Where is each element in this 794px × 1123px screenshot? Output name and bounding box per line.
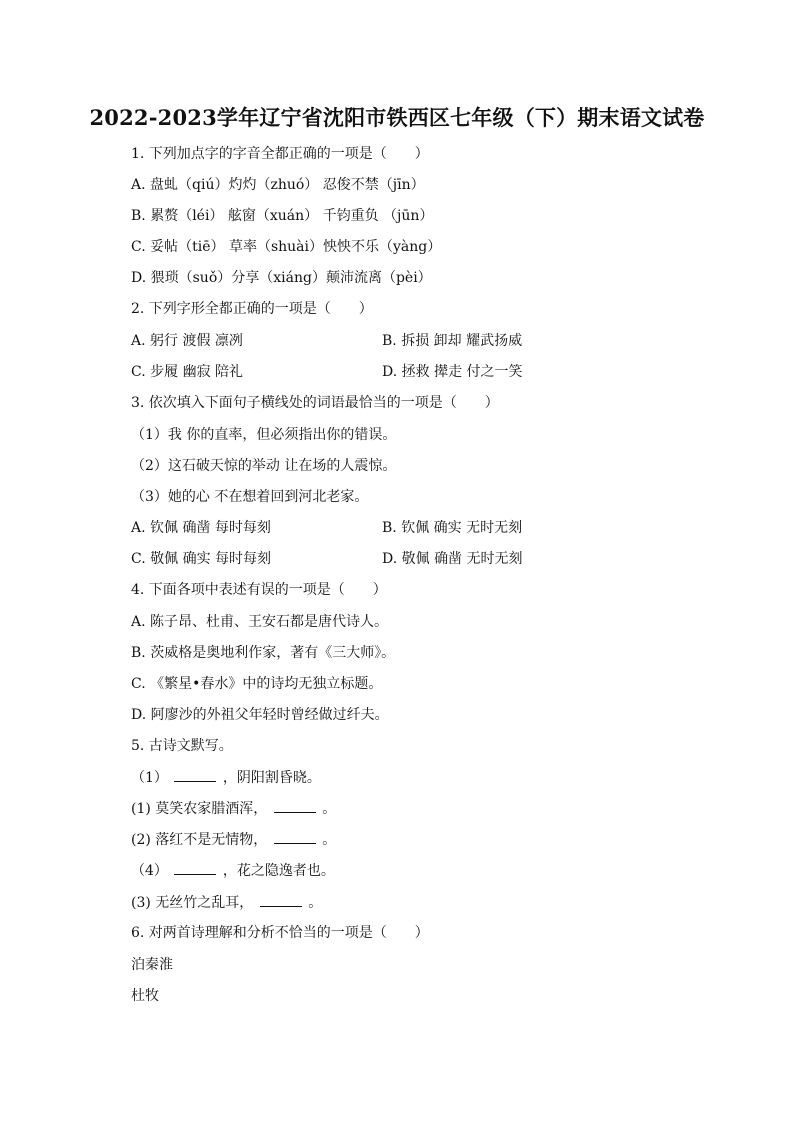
question-3-sentence-2: （2）这石破天惊的举动 让在场的人震惊。	[131, 458, 397, 474]
line-4-prefix: （4）	[131, 863, 168, 879]
question-4-option-b: B. 茨威格是奥地利作家，著有《三大师》。	[131, 645, 396, 661]
question-2-option-a: A. 躬行 渡假 凛冽	[131, 333, 243, 349]
page-title: 2022-2023学年辽宁省沈阳市铁西区七年级（下）期末语文试卷	[89, 105, 705, 130]
fill-blank-3[interactable]	[274, 830, 316, 844]
question-2-option-b: B. 拆损 卸却 耀武扬威	[382, 333, 523, 349]
line-1-prefix: （1）	[131, 770, 168, 786]
line-3-suffix: 。	[322, 832, 337, 848]
poem-author: 杜牧	[131, 988, 159, 1004]
line-5-suffix: 。	[308, 895, 323, 911]
line-2-suffix: 。	[322, 801, 337, 817]
question-3-option-a: A. 钦佩 确凿 每时每刻	[131, 520, 271, 536]
line-5-prefix: (3) 无丝竹之乱耳，	[131, 895, 254, 911]
question-4-option-d: D. 阿廖沙的外祖父年轻时曾经做过纤夫。	[131, 707, 389, 723]
question-1-stem: 1. 下列加点字的字音全都正确的一项是（ ）	[131, 146, 429, 162]
question-3-sentence-1: （1）我 你的直率，但必须指出你的错误。	[131, 427, 397, 443]
question-1-option-c: C. 妥帖（tiē） 草率（shuài）怏怏不乐（yàng）	[131, 239, 442, 255]
fill-blank-1[interactable]	[174, 768, 216, 782]
question-5-line-3	[131, 830, 336, 849]
poem-title: 泊秦淮	[131, 957, 173, 973]
question-3-sentence-3: （3）她的心 不在想着回到河北老家。	[131, 489, 369, 505]
question-5-line-2	[131, 799, 336, 818]
question-5-line-4	[131, 861, 335, 880]
question-1-option-b: B. 累赘（léi） 舷窗（xuán） 千钧重负 （jūn）	[131, 208, 434, 224]
question-2-option-c: C. 步履 幽寂 陪礼	[131, 364, 244, 380]
fill-blank-4[interactable]	[174, 861, 216, 875]
question-4-option-c: C. 《繁星•春水》中的诗均无独立标题。	[131, 676, 383, 692]
fill-blank-2[interactable]	[274, 799, 316, 813]
question-1-option-d: D. 猥琐（suǒ）分享（xiáng）颠沛流离（pèi）	[131, 270, 432, 286]
question-6-stem: 6. 对两首诗理解和分析不恰当的一项是（ ）	[131, 925, 429, 941]
question-3-option-b: B. 钦佩 确实 无时无刻	[382, 520, 523, 536]
question-3-option-d: D. 敬佩 确凿 无时无刻	[382, 551, 523, 567]
question-4-stem: 4. 下面各项中表述有误的一项是（ ）	[131, 582, 387, 598]
line-1-suffix: ，阴阳割昏晓。	[222, 770, 321, 786]
line-3-prefix: (2) 落红不是无情物，	[131, 832, 268, 848]
question-5-line-1	[131, 768, 321, 787]
question-3-option-c: C. 敬佩 确实 每时每刻	[131, 551, 272, 567]
line-4-suffix: ，花之隐逸者也。	[222, 863, 335, 879]
question-2-option-d: D. 拯救 撵走 付之一笑	[382, 364, 523, 380]
question-5-stem: 5. 古诗文默写。	[131, 738, 233, 754]
question-3-stem: 3. 依次填入下面句子横线处的词语最恰当的一项是（ ）	[131, 395, 499, 411]
question-5-line-5	[131, 893, 322, 912]
question-4-option-a: A. 陈子昂、杜甫、王安石都是唐代诗人。	[131, 614, 389, 630]
line-2-prefix: (1) 莫笑农家腊酒浑，	[131, 801, 268, 817]
question-1-option-a: A. 盘虬（qiú）灼灼（zhuó） 忍俊不禁（jīn）	[131, 177, 425, 193]
question-2-stem: 2. 下列字形全都正确的一项是（ ）	[131, 301, 373, 317]
fill-blank-5[interactable]	[260, 893, 302, 907]
